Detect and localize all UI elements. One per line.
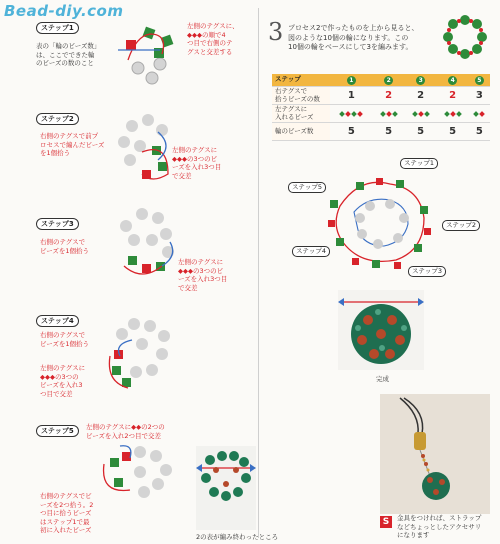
intro-text: プロセス2で作ったものを上から見ると、 図のような10個の輪になります。この 10個の輪をベースにして3を編みます。 <box>288 24 419 51</box>
bead-diamonds <box>330 105 373 123</box>
table-cell: 2 <box>373 87 405 105</box>
finished-caption: 2の表が編み終わったところ <box>196 533 279 541</box>
table-header-step: 4 <box>437 74 469 87</box>
step3-diagram <box>112 206 182 286</box>
table-header-label: ステップ <box>272 74 330 87</box>
step1-label: ステップ1 <box>36 22 79 34</box>
table-cell: 1 <box>330 87 373 105</box>
bead-diamonds <box>469 105 490 123</box>
table-cell: 5 <box>373 123 405 141</box>
table-header-step: 3 <box>405 74 437 87</box>
bead-diamonds <box>405 105 437 123</box>
ring-icon <box>442 14 488 60</box>
step5-diagram <box>100 444 190 504</box>
bead-diamonds <box>437 105 469 123</box>
step4-diagram <box>104 316 184 396</box>
bead-diamonds <box>373 105 405 123</box>
steps-table <box>272 74 490 141</box>
step1-note-right: 左側のテグスに、 ◆◆◆の順で4 つ目で右側のテ グスと交差する <box>187 22 239 56</box>
table-row <box>272 123 490 141</box>
finished-photo <box>196 446 256 530</box>
bottom-note: 金具をつければ、ストラップ などちょっとしたアクセサリ になります <box>397 514 482 539</box>
site-logo: Bead-diy.com <box>4 2 124 20</box>
s-badge: S <box>380 516 392 528</box>
ring-diagram <box>320 166 440 276</box>
table-header-step: 1 <box>330 74 373 87</box>
step2-note-left: 右側のテグスで前プ ロセスで編んだビーズ を1個拾う <box>40 132 105 157</box>
callout-step2: ステップ2 <box>442 220 480 231</box>
step4-label: ステップ4 <box>36 315 79 327</box>
table-row <box>272 105 490 123</box>
callout-step3: ステップ3 <box>408 266 446 277</box>
step2-label: ステップ2 <box>36 113 79 125</box>
table-cell: 2 <box>405 87 437 105</box>
row-label-pick: 右テグスで 拾うビーズの数 <box>272 87 330 105</box>
strap-photo <box>380 394 490 514</box>
callout-step5: ステップ5 <box>288 182 326 193</box>
step2-diagram <box>112 112 182 192</box>
table-cell: 5 <box>437 123 469 141</box>
table-header-step: 2 <box>373 74 405 87</box>
step5-label: ステップ5 <box>36 425 79 437</box>
table-header-step: 5 <box>469 74 490 87</box>
step4-note-left2: 左側のテグスに ◆◆◆の3つの ビーズを入れ3 つ目で交差 <box>40 364 86 398</box>
step1-note-table: 表の「輪のビーズ数」 は、ここでできた輪 のビーズの数のこと <box>36 42 101 67</box>
step2-note-right: 左側のテグスに ◆◆◆の3つのビ ーズを入れ3つ目 で交差 <box>172 146 222 180</box>
step5-note-right: 左側のテグスに◆◆の2つの ビーズを入れ2つ目で交差 <box>86 423 165 440</box>
step1-diagram <box>108 20 188 90</box>
step-number: 3 <box>268 18 284 46</box>
table-cell: 5 <box>469 123 490 141</box>
callout-step4: ステップ4 <box>292 246 330 257</box>
table-cell: 2 <box>437 87 469 105</box>
step4-note-left: 右側のテグスで ビーズを1個拾う <box>40 331 90 348</box>
completed-photo <box>338 290 424 370</box>
table-cell: 3 <box>469 87 490 105</box>
step5-note-left: 右側のテグスでビ ーズを2つ拾う。2 つ目に拾うビーズ はステップ1で最 初に入れたビーズ <box>40 492 94 534</box>
row-label-insert: 左テグスに 入れるビーズ <box>272 105 330 123</box>
column-divider <box>258 8 259 538</box>
step3-note-left: 右側のテグスで ビーズを1個拾う <box>40 238 90 255</box>
table-cell: 5 <box>405 123 437 141</box>
callout-step1: ステップ1 <box>400 158 438 169</box>
step3-note-right: 左側のテグスに ◆◆◆の3つのビ ーズを入れ3つ目 で交差 <box>178 258 228 292</box>
table-row <box>272 87 490 105</box>
row-label-ring: 輪のビーズ数 <box>272 123 330 141</box>
table-cell: 5 <box>330 123 373 141</box>
step3-label: ステップ3 <box>36 218 79 230</box>
completed-caption: 完成 <box>376 375 389 383</box>
